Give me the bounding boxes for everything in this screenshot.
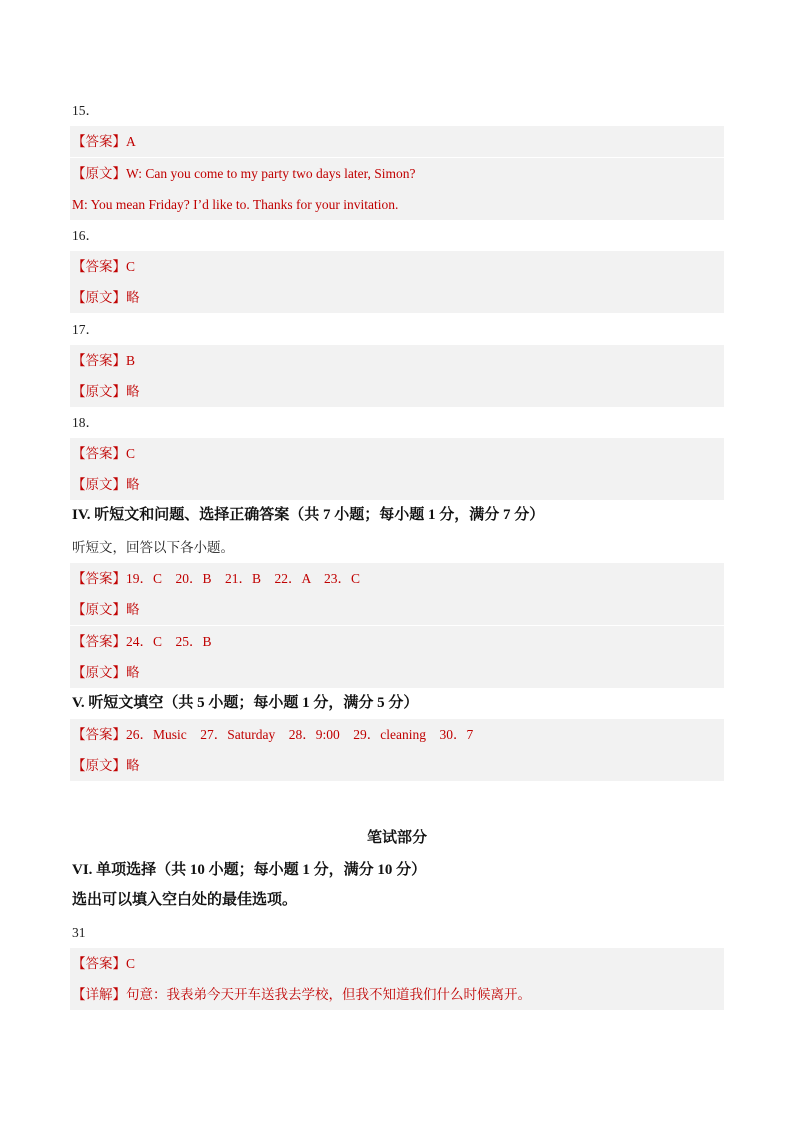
transcript-text: 略 bbox=[126, 384, 140, 399]
answer-row bbox=[70, 563, 724, 594]
detail-text: 句意：我表弟今天开车送我去学校，但我不知道我们什么时候离开。 bbox=[126, 987, 531, 1002]
transcript-text: M: You mean Friday? I’d like to. Thanks for your invitation. bbox=[72, 197, 399, 212]
answer-row bbox=[70, 626, 724, 657]
transcript-row bbox=[70, 189, 724, 220]
answer-tag: 【答案】 bbox=[72, 571, 126, 586]
question-number bbox=[70, 314, 724, 345]
question-number-text: 17． bbox=[72, 322, 99, 337]
answer-row bbox=[70, 345, 724, 376]
transcript-text: W: Can you come to my party two days later, Simon? bbox=[126, 166, 416, 181]
answer-value: B bbox=[126, 353, 136, 368]
question-number-text: 16． bbox=[72, 228, 99, 243]
answer-value: 26．Music 27．Saturday 28．9:00 29．cleaning 30．7 bbox=[126, 727, 474, 742]
question-number bbox=[70, 917, 724, 948]
answer-value: C bbox=[126, 956, 136, 971]
transcript-text: 略 bbox=[126, 665, 140, 680]
transcript-row bbox=[70, 657, 724, 688]
answer-tag: 【答案】 bbox=[72, 956, 126, 971]
transcript-row bbox=[70, 282, 724, 313]
transcript-tag: 【原文】 bbox=[72, 758, 126, 773]
transcript-tag: 【原文】 bbox=[72, 384, 126, 399]
question-number-text: 15． bbox=[72, 103, 99, 118]
answer-value: A bbox=[126, 134, 136, 149]
answer-row bbox=[70, 438, 724, 469]
part-heading: 笔试部分 bbox=[366, 830, 427, 846]
section-title: VI. 单项选择（共 10 小题；每小题 1 分，满分 10 分） bbox=[72, 862, 427, 878]
transcript-row bbox=[70, 158, 724, 189]
question-number-text: 31 bbox=[72, 925, 86, 940]
answer-value: C bbox=[126, 259, 136, 274]
answer-tag: 【答案】 bbox=[72, 727, 126, 742]
transcript-row bbox=[70, 750, 724, 781]
answer-row bbox=[70, 948, 724, 979]
answer-value: C bbox=[126, 446, 136, 461]
answer-row bbox=[70, 126, 724, 157]
transcript-text: 略 bbox=[126, 602, 140, 617]
transcript-text: 略 bbox=[126, 758, 140, 773]
transcript-tag: 【原文】 bbox=[72, 166, 126, 181]
section-title: IV. 听短文和问题、选择正确答案（共 7 小题；每小题 1 分，满分 7 分） bbox=[72, 507, 545, 523]
answer-tag: 【答案】 bbox=[72, 259, 126, 274]
transcript-tag: 【原文】 bbox=[72, 477, 126, 492]
transcript-text: 略 bbox=[126, 477, 140, 492]
answer-value: 19．C 20．B 21．B 22．A 23．C bbox=[126, 571, 361, 586]
question-number bbox=[70, 220, 724, 251]
answer-row bbox=[70, 719, 724, 750]
transcript-tag: 【原文】 bbox=[72, 602, 126, 617]
transcript-text: 略 bbox=[126, 290, 140, 305]
section-instruction: 选出可以填入空白处的最佳选项。 bbox=[72, 892, 298, 908]
transcript-tag: 【原文】 bbox=[72, 290, 126, 305]
transcript-row bbox=[70, 594, 724, 625]
question-number bbox=[70, 95, 724, 126]
answer-tag: 【答案】 bbox=[72, 134, 126, 149]
answer-tag: 【答案】 bbox=[72, 353, 126, 368]
transcript-row bbox=[70, 469, 724, 500]
detail-tag: 【详解】 bbox=[72, 987, 126, 1002]
answer-tag: 【答案】 bbox=[72, 634, 126, 649]
answer-value: 24．C 25．B bbox=[126, 634, 212, 649]
detail-row bbox=[70, 979, 724, 1010]
section-instruction: 听短文，回答以下各小题。 bbox=[72, 540, 234, 555]
section-title: V. 听短文填空（共 5 小题；每小题 1 分，满分 5 分） bbox=[72, 695, 419, 711]
transcript-tag: 【原文】 bbox=[72, 665, 126, 680]
answer-row bbox=[70, 251, 724, 282]
question-number bbox=[70, 407, 724, 438]
answer-tag: 【答案】 bbox=[72, 446, 126, 461]
transcript-row bbox=[70, 376, 724, 407]
question-number-text: 18． bbox=[72, 415, 99, 430]
